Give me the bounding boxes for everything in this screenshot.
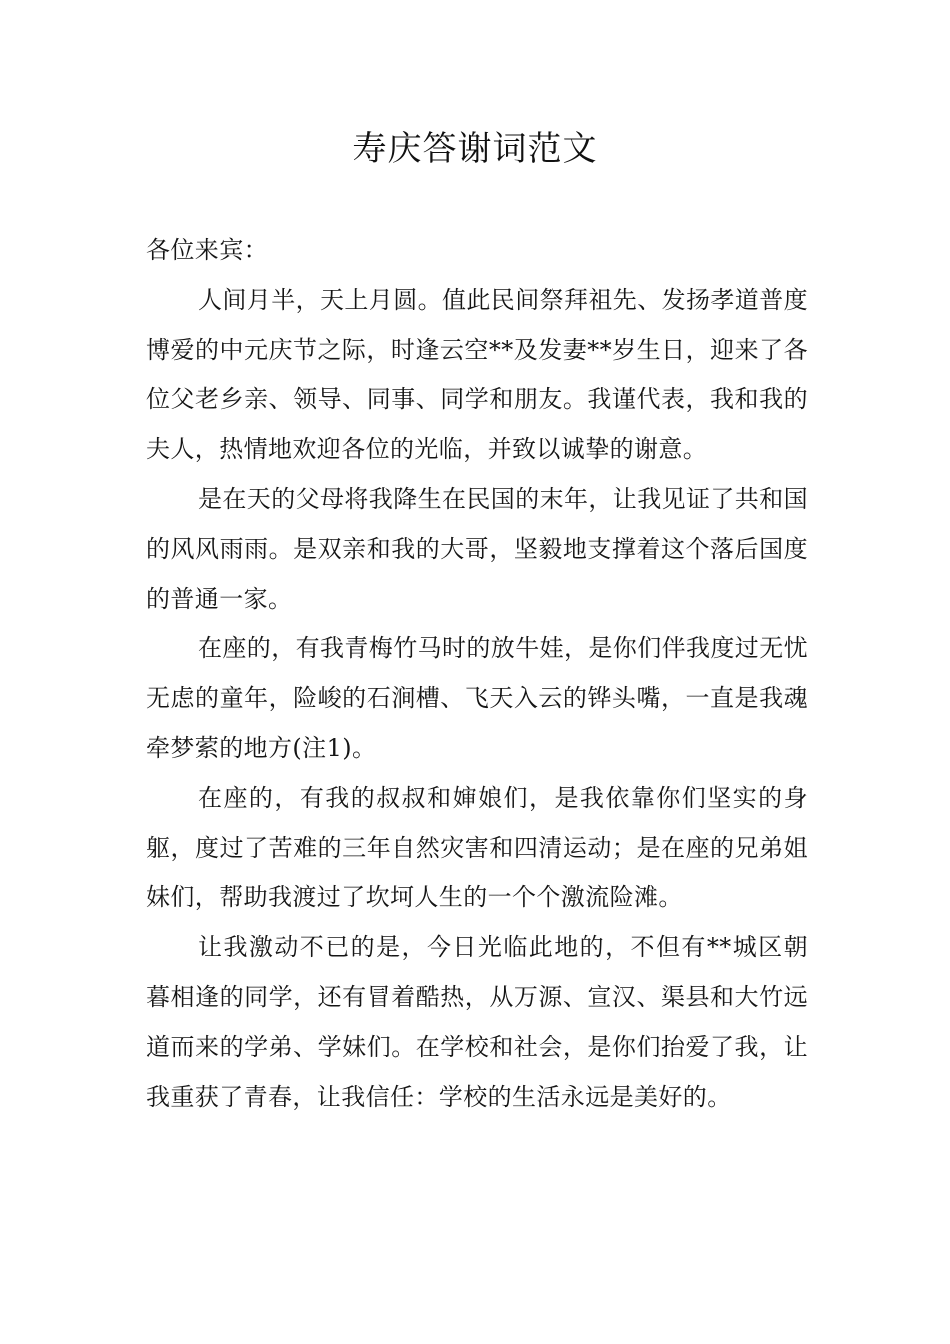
- paragraph-2: 是在天的父母将我降生在民国的末年，让我见证了共和国的风风雨雨。是双亲和我的大哥，坚毅地支撑着这个落后国度的普通一家。: [146, 484, 808, 613]
- document-title: 寿庆答谢词范文: [352, 129, 598, 169]
- salutation: 各位来宾：: [146, 236, 268, 264]
- paragraph-3: 在座的，有我青梅竹马时的放牛娃，是你们伴我度过无忧无虑的童年，险峻的石涧槽、飞天入云的铧头嘴，一直是我魂牵梦萦的地方(注1)。: [146, 634, 808, 762]
- paragraph-4: 在座的，有我的叔叔和婶娘们，是我依靠你们坚实的身躯，度过了苦难的三年自然灾害和四清运动；是在座的兄弟姐妹们，帮助我渡过了坎坷人生的一个个激流险滩。: [146, 783, 808, 912]
- document-body: [146, 226, 808, 1122]
- paragraph-1: 人间月半，天上月圆。值此民间祭拜祖先、发扬孝道普度博爱的中元庆节之际，时逢云空**及发妻**岁生日，迎来了各位父老乡亲、领导、同事、同学和朋友。我谨代表，我和我的夫人，热情地欢迎各位的光临，并致以诚挚的谢意。: [146, 285, 808, 464]
- paragraph-5: 让我激动不已的是，今日光临此地的，不但有**城区朝暮相逢的同学，还有冒着酷热，从万源、宣汉、渠县和大竹远道而来的学弟、学妹们。在学校和社会，是你们抬爱了我，让我重获了青春，让我信任：学校的生活永远是美好的。: [146, 933, 808, 1111]
